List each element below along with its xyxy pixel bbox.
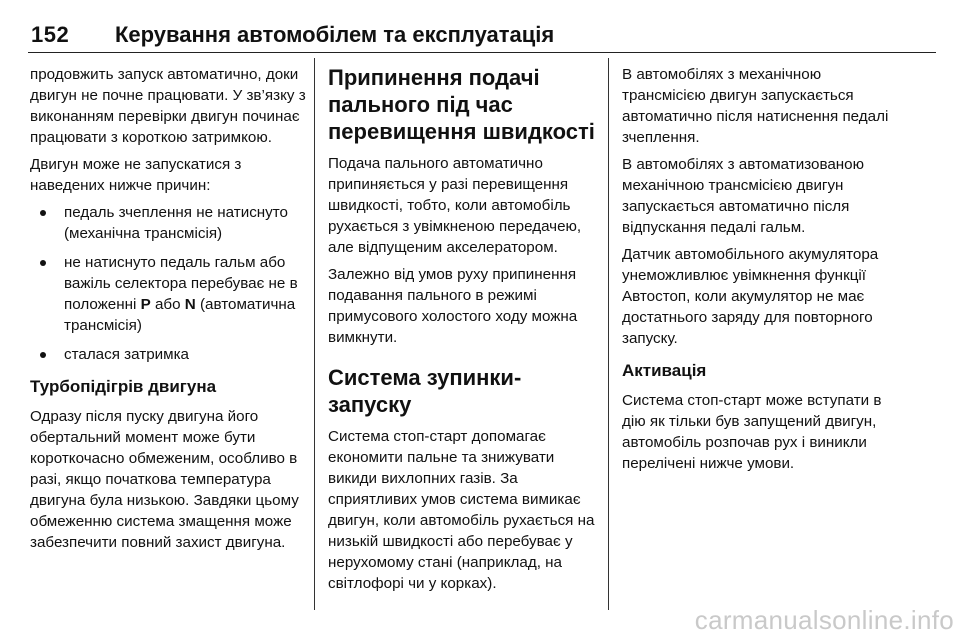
section-heading: Активація xyxy=(622,361,707,380)
list-item-text: сталася затримка xyxy=(64,346,190,363)
gear-position-n: N xyxy=(184,296,196,313)
section-heading: Система зупинки-запуску xyxy=(328,365,522,417)
list-item xyxy=(30,344,306,365)
paragraph: В автомобілях з автоматизованою механічною трансмісією двигун запускається автоматично після відпускання педалі гальм. xyxy=(622,156,865,236)
column-divider xyxy=(608,58,609,610)
paragraph: В автомобілях з механічною трансмісією двигун запускається автоматично після натиснення педалі зчеплення. xyxy=(622,66,889,146)
column-right xyxy=(622,64,894,480)
paragraph: Система стоп-старт допомагає економити пальне та знижувати викиди вихлопних газів. За сприятливих умов система вимикає двигун, коли автомобіль рухається на низькій швидкості або перебуває у нерухомому стані (наприклад, на світлофорі чи у корках). xyxy=(328,428,595,592)
list-item xyxy=(30,202,306,244)
column-left xyxy=(30,64,306,559)
paragraph: Залежно від умов руху припинення подавання пального в режимі примусового холостого ходу можна вимкнути. xyxy=(328,266,578,346)
section-heading: Турбопідігрів двигуна xyxy=(30,377,217,396)
paragraph: Одразу після пуску двигуна його обертальний момент може бути короткочасно обмеженим, особливо в разі, якщо початкова температура двигуна була низькою. Завдяки цьому обмеженню система змащення може забезпечити повний захист двигуна. xyxy=(30,408,299,551)
list-item-text: або xyxy=(150,296,185,313)
section-heading: Припинення подачі пального під час перевищення швидкості xyxy=(328,65,595,144)
reasons-list xyxy=(30,202,306,365)
chapter-title: Керування автомобілем та експлуатація xyxy=(115,22,555,47)
paragraph: Подача пального автоматично припиняється у разі перевищення швидкості, тобто, коли автомобіль рухається з увімкненою передачею, але відпущеним акселератором. xyxy=(328,155,582,256)
paragraph: Система стоп-старт може вступати в дію як тільки був запущений двигун, автомобіль розпочав рух і виникли перелічені нижче умови. xyxy=(622,392,882,472)
watermark: carmanualsonline.info xyxy=(694,605,954,635)
paragraph: Двигун може не запускатися з наведених нижче причин: xyxy=(30,156,242,194)
paragraph: продовжить запуск автоматично, доки двигун не почне працювати. У зв’язку з виконанням перевірки двигун починає працювати з короткою затримкою. xyxy=(30,66,306,146)
column-middle xyxy=(328,64,600,600)
column-divider xyxy=(314,58,315,610)
list-item-text: не натиснуто педаль гальм або важіль селектора перебуває не в положенні xyxy=(64,254,298,313)
gear-position-p: P xyxy=(140,296,151,313)
paragraph: Датчик автомобільного акумулятора унеможливлює увімкнення функції Автостоп, коли акумулятор не має достатнього заряду для повторного запуску. xyxy=(622,246,879,347)
list-item-text: педаль зчеплення не натиснуто (механічна трансмісія) xyxy=(64,204,289,242)
page-number: 152 xyxy=(31,22,70,47)
list-item xyxy=(30,252,306,336)
list-item-text: (автоматична трансмісія) xyxy=(64,296,296,334)
page-header xyxy=(28,22,936,53)
